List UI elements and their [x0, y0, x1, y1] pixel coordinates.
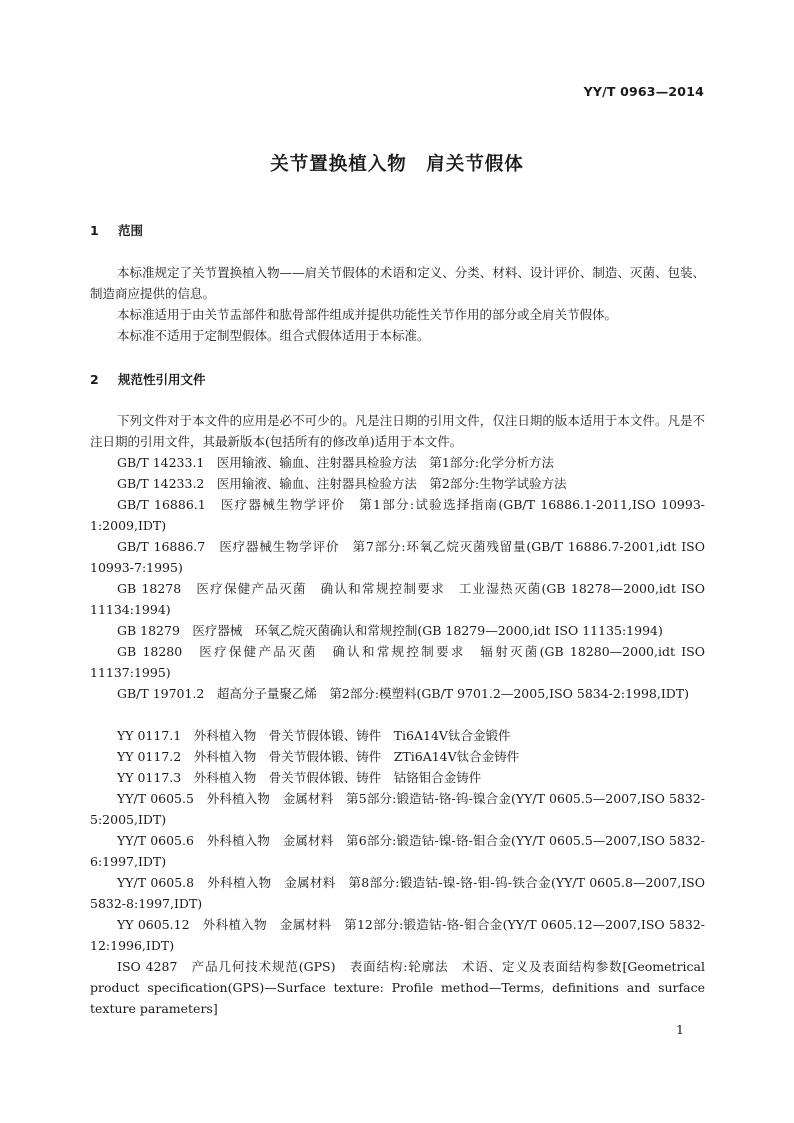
reference-item: GB/T 16886.7 医疗器械生物学评价 第7部分:环氧乙烷灭菌残留量(GB/T 16886.7-2001,idt ISO 10993-7:1995): [90, 539, 705, 575]
reference-item: GB 18278 医疗保健产品灭菌 确认和常规控制要求 工业湿热灭菌(GB 18278—2000,idt ISO 11134:1994): [90, 581, 705, 617]
reference-item: GB 18280 医疗保健产品灭菌 确认和常规控制要求 辐射灭菌(GB 18280—2000,idt ISO 11137:1995): [90, 644, 705, 680]
section-title: 规范性引用文件: [118, 372, 206, 387]
reference-item: YY 0117.2 外科植入物 骨关节假体锻、铸件 ZTi6A14V钛合金铸件: [117, 749, 520, 764]
reference-item: GB 18279 医疗器械 环氧乙烷灭菌确认和常规控制(GB 18279—2000,idt ISO 11135:1994): [117, 623, 663, 638]
reference-item: YY 0605.12 外科植入物 金属材料 第12部分:锻造钴-铬-钼合金(YY/T 0605.12—2007,ISO 5832-12:1996,IDT): [90, 917, 705, 953]
reference-item: YY/T 0605.5 外科植入物 金属材料 第5部分:锻造钴-铬-钨-镍合金(YY/T 0605.5—2007,ISO 5832-5:2005,IDT): [90, 791, 705, 827]
section-heading-normative-references: [90, 370, 206, 388]
scope-paragraph-1: 本标准规定了关节置换植入物——肩关节假体的术语和定义、分类、材料、设计评价、制造、灭菌、包装、制造商应提供的信息。: [90, 265, 705, 301]
section-heading-scope: [90, 221, 143, 239]
standard-code: YY/T 0963—2014: [583, 84, 704, 99]
reference-item: ISO 4287 产品几何技术规范(GPS) 表面结构:轮廓法 术语、定义及表面结构参数[Geometrical product specification(GPS)—Surface texture: Profile method—Terms, definitions and surface texture parameters]: [90, 959, 705, 1016]
scope-paragraph-3: 本标准不适用于定制型假体。组合式假体适用于本标准。: [117, 328, 430, 343]
scope-paragraph-2: 本标准适用于由关节盂部件和肱骨部件组成并提供功能性关节作用的部分或全肩关节假体。: [117, 307, 618, 322]
reference-item: GB/T 14233.1 医用输液、输血、注射器具检验方法 第1部分:化学分析方法: [117, 455, 555, 470]
section-title: 范围: [118, 223, 144, 238]
reference-item: YY 0117.1 外科植入物 骨关节假体锻、铸件 Ti6A14V钛合金锻件: [117, 728, 511, 743]
reference-item: YY/T 0605.6 外科植入物 金属材料 第6部分:锻造钴-镍-铬-钼合金(YY/T 0605.5—2007,ISO 5832-6:1997,IDT): [90, 833, 705, 869]
page-number: 1: [676, 1022, 684, 1037]
reference-item: GB/T 19701.2 超高分子量聚乙烯 第2部分:模塑料(GB/T 9701.2—2005,ISO 5834-2:1998,IDT): [117, 686, 690, 701]
section-number: 1: [90, 223, 99, 238]
reference-item: GB/T 16886.1 医疗器械生物学评价 第1部分:试验选择指南(GB/T 16886.1-2011,ISO 10993-1:2009,IDT): [90, 497, 705, 533]
reference-item: YY 0117.3 外科植入物 骨关节假体锻、铸件 钴铬钼合金铸件: [117, 770, 482, 785]
document-title: 关节置换植入物 肩关节假体: [270, 154, 524, 175]
reference-item: YY/T 0605.8 外科植入物 金属材料 第8部分:锻造钴-镍-铬-钼-钨-铁合金(YY/T 0605.8—2007,ISO 5832-8:1997,IDT): [90, 875, 705, 911]
references-intro: 下列文件对于本文件的应用是必不可少的。凡是注日期的引用文件，仅注日期的版本适用于本文件。凡是不注日期的引用文件，其最新版本(包括所有的修改单)适用于本文件。: [90, 413, 705, 449]
section-number: 2: [90, 372, 99, 387]
reference-item: GB/T 14233.2 医用输液、输血、注射器具检验方法 第2部分:生物学试验方法: [117, 476, 567, 491]
